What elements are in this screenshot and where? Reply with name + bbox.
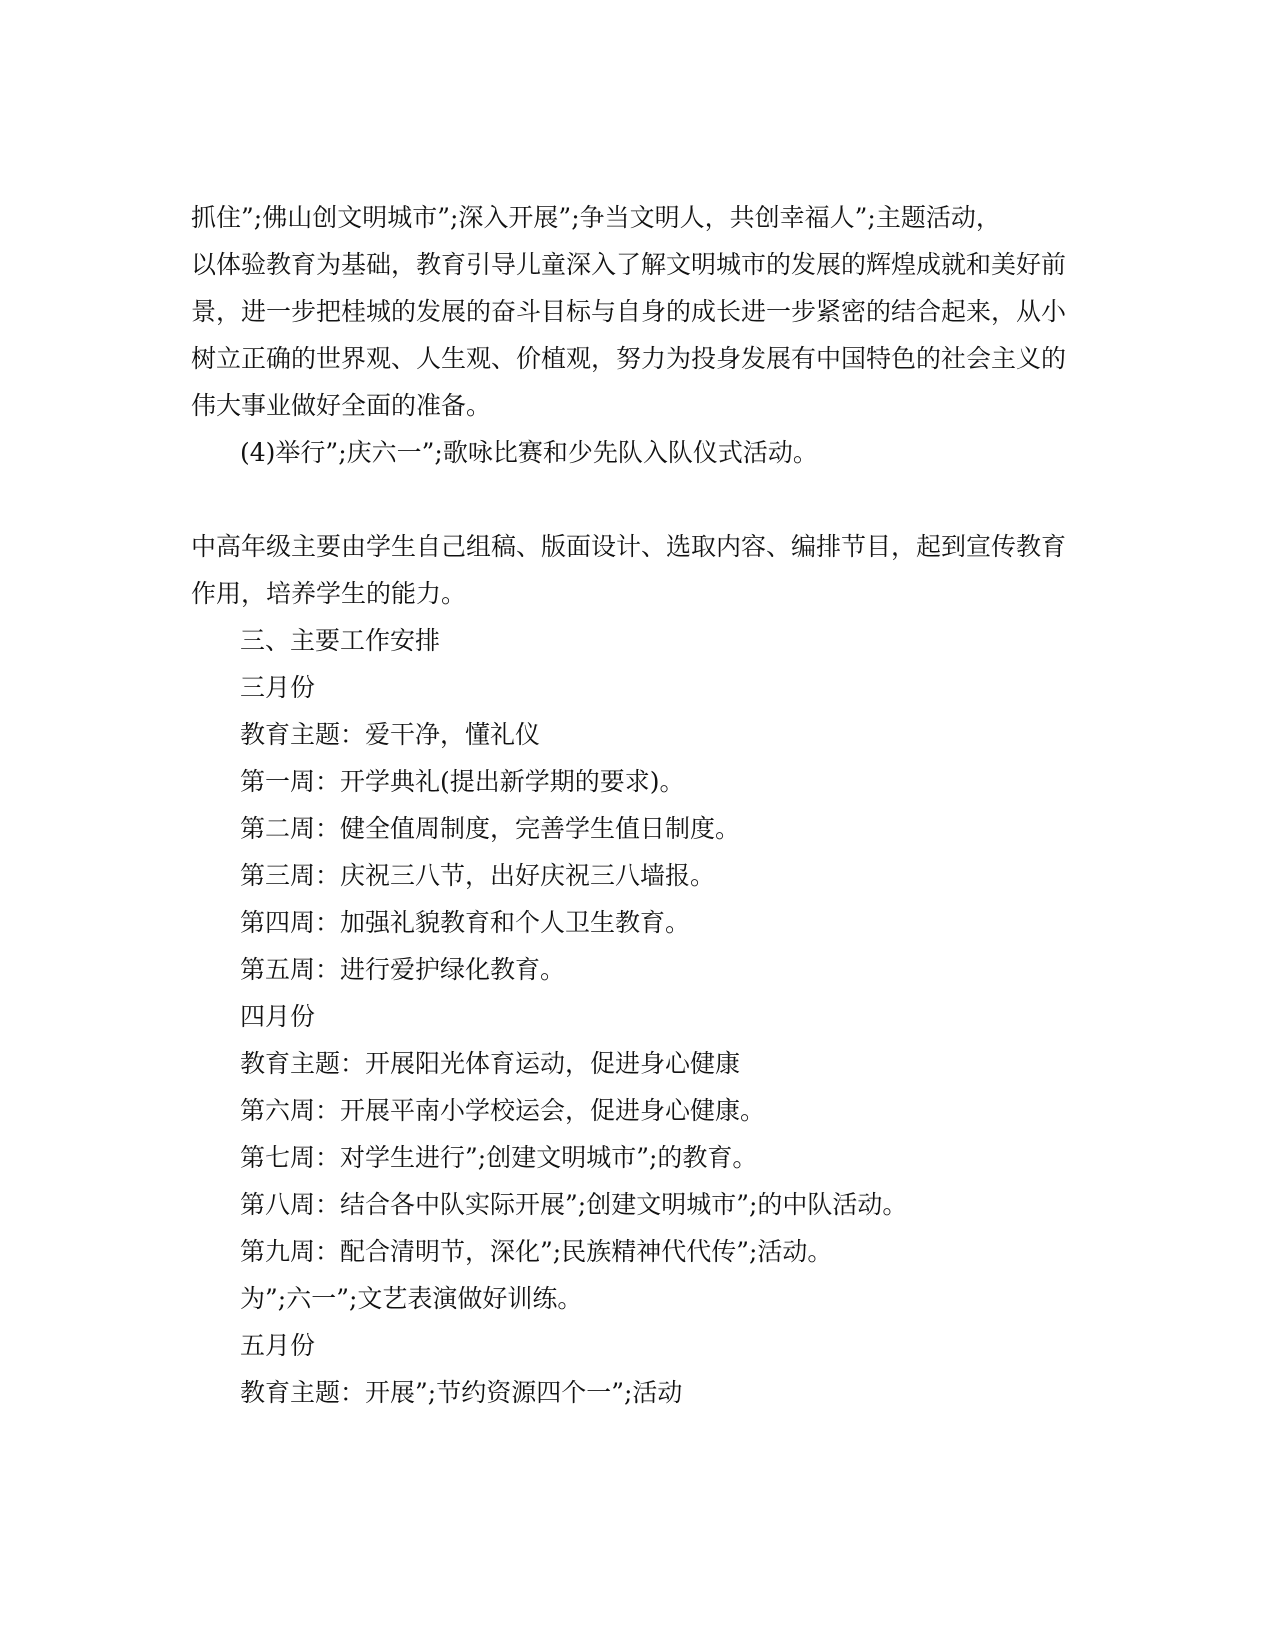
theme-march: 教育主题：爱干净，懂礼仪 <box>240 720 541 749</box>
section-heading: 三、主要工作安排 <box>240 626 441 655</box>
theme-may: 教育主题：开展”;节约资源四个一”;活动 <box>240 1378 683 1407</box>
paragraph-2-line-1: 中高年级主要由学生自己组稿、版面设计、选取内容、编排节目，起到宣传教育 <box>191 532 1067 561</box>
week-item: 第四周：加强礼貌教育和个人卫生教育。 <box>240 908 691 937</box>
item-4: (4)举行”;庆六一”;歌咏比赛和少先队入队仪式活动。 <box>240 438 818 467</box>
paragraph-1-line-3: 景，进一步把桂城的发展的奋斗目标与自身的成长进一步紧密的结合起来，从小 <box>191 297 1067 326</box>
paragraph-1-line-2: 以体验教育为基础，教育引导儿童深入了解文明城市的发展的辉煌成就和美好前 <box>191 250 1067 279</box>
week-item: 第六周：开展平南小学校运会，促进身心健康。 <box>240 1096 766 1125</box>
week-item: 第八周：结合各中队实际开展”;创建文明城市”;的中队活动。 <box>240 1190 908 1219</box>
week-item: 第五周：进行爱护绿化教育。 <box>240 955 566 984</box>
week-item: 第二周：健全值周制度，完善学生值日制度。 <box>240 814 741 843</box>
paragraph-2-line-2: 作用，培养学生的能力。 <box>191 579 467 608</box>
theme-april: 教育主题：开展阳光体育运动，促进身心健康 <box>240 1049 741 1078</box>
paragraph-1-line-5: 伟大事业做好全面的准备。 <box>191 391 492 420</box>
week-item: 第九周：配合清明节，深化”;民族精神代代传”;活动。 <box>240 1237 833 1266</box>
week-item: 为”;六一”;文艺表演做好训练。 <box>240 1284 583 1313</box>
paragraph-1-line-1: 抓住”;佛山创文明城市”;深入开展”;争当文明人，共创幸福人”;主题活动， <box>191 203 1001 232</box>
week-item: 第一周：开学典礼(提出新学期的要求)。 <box>240 767 685 796</box>
month-heading-march: 三月份 <box>240 673 316 702</box>
month-heading-may: 五月份 <box>240 1331 316 1360</box>
month-heading-april: 四月份 <box>240 1002 316 1031</box>
week-item: 第七周：对学生进行”;创建文明城市”;的教育。 <box>240 1143 758 1172</box>
paragraph-1-line-4: 树立正确的世界观、人生观、价植观，努力为投身发展有中国特色的社会主义的 <box>191 344 1067 373</box>
week-item: 第三周：庆祝三八节，出好庆祝三八墙报。 <box>240 861 716 890</box>
